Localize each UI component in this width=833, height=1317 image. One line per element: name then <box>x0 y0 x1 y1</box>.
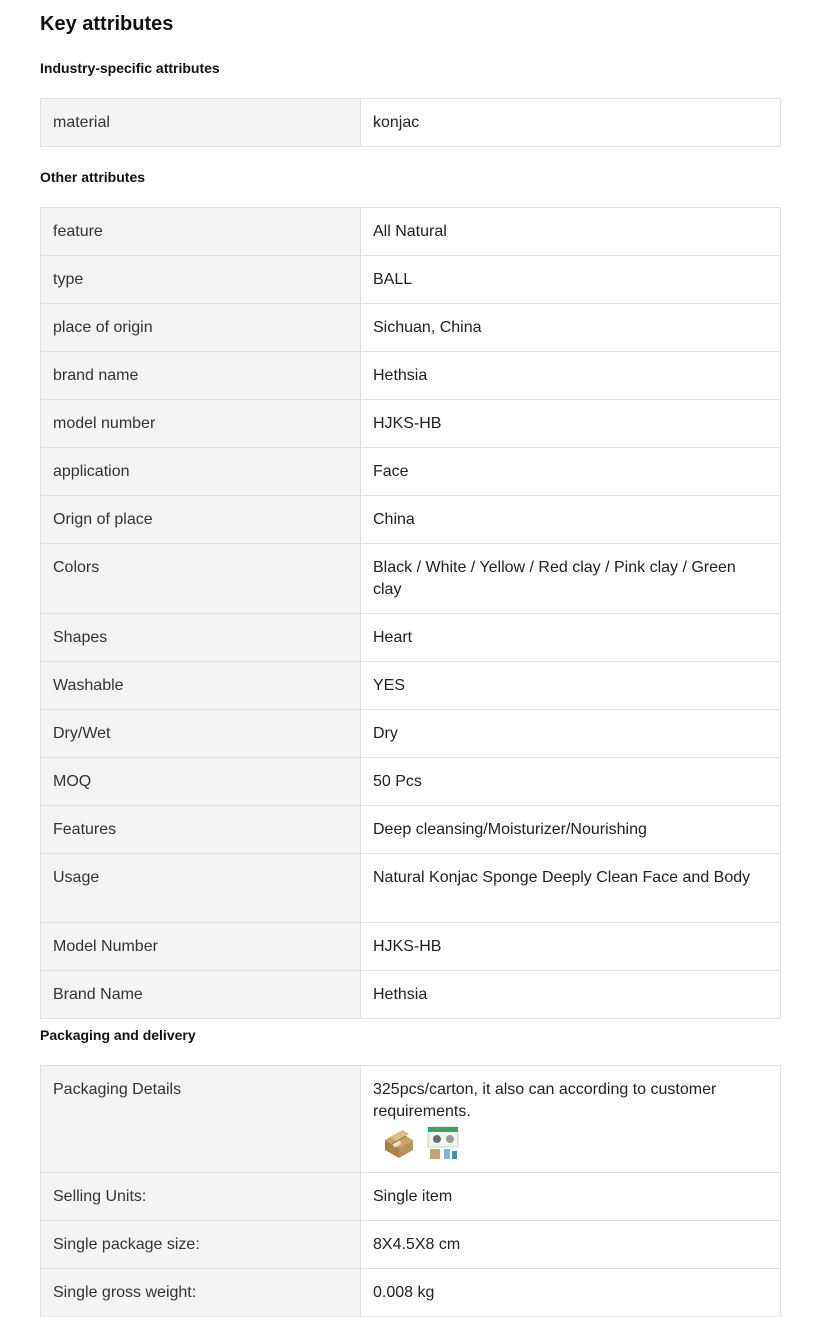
attribute-value: HJKS-HB <box>361 923 781 971</box>
page-title: Key attributes <box>40 13 174 35</box>
attribute-value: BALL <box>361 256 781 304</box>
table-row <box>41 614 781 662</box>
attribute-value: 0.008 kg <box>361 1269 781 1317</box>
table-row <box>41 1269 781 1317</box>
attribute-key: type <box>41 256 361 304</box>
attribute-key: Colors <box>41 544 361 614</box>
attribute-value: Face <box>361 448 781 496</box>
attribute-value: YES <box>361 662 781 710</box>
industry-attributes-table <box>40 98 781 147</box>
attribute-key: Single package size: <box>41 1221 361 1269</box>
attribute-key: Orign of place <box>41 496 361 544</box>
attribute-value: Heart <box>361 614 781 662</box>
attribute-value: All Natural <box>361 208 781 256</box>
table-row <box>41 352 781 400</box>
attribute-key: Shapes <box>41 614 361 662</box>
table-row <box>41 448 781 496</box>
attribute-key: place of origin <box>41 304 361 352</box>
industry-attributes-heading: Industry-specific attributes <box>40 60 220 76</box>
attribute-key: Brand Name <box>41 971 361 1019</box>
attribute-value: Black / White / Yellow / Red clay / Pink clay / Green clay <box>361 544 781 614</box>
attribute-value: Sichuan, China <box>361 304 781 352</box>
attribute-key: Features <box>41 806 361 854</box>
attribute-key: feature <box>41 208 361 256</box>
attribute-value: Hethsia <box>361 352 781 400</box>
table-row <box>41 99 781 147</box>
attribute-key: Packaging Details <box>41 1066 361 1173</box>
table-row <box>41 758 781 806</box>
table-row <box>41 806 781 854</box>
packaging-delivery-heading: Packaging and delivery <box>40 1027 196 1043</box>
table-row <box>41 400 781 448</box>
table-row <box>41 710 781 758</box>
attribute-key: Single gross weight: <box>41 1269 361 1317</box>
table-row <box>41 1066 781 1173</box>
attribute-key: Dry/Wet <box>41 710 361 758</box>
attribute-value: Single item <box>361 1173 781 1221</box>
packaging-thumbnails <box>373 1126 768 1160</box>
table-row <box>41 1173 781 1221</box>
table-row <box>41 544 781 614</box>
attribute-value: China <box>361 496 781 544</box>
attribute-value: Dry <box>361 710 781 758</box>
attribute-key: Washable <box>41 662 361 710</box>
other-attributes-heading: Other attributes <box>40 169 146 185</box>
attribute-value: 325pcs/carton, it also can according to customer requirements. <box>373 1081 717 1120</box>
attribute-value: HJKS-HB <box>361 400 781 448</box>
attribute-key: Usage <box>41 854 361 923</box>
attribute-key: model number <box>41 400 361 448</box>
table-row <box>41 971 781 1019</box>
table-row <box>41 256 781 304</box>
attribute-key: application <box>41 448 361 496</box>
attribute-value-cell <box>361 1066 781 1173</box>
attribute-value: Deep cleansing/Moisturizer/Nourishing <box>361 806 781 854</box>
table-row <box>41 304 781 352</box>
attribute-key: Selling Units: <box>41 1173 361 1221</box>
table-row <box>41 854 781 923</box>
attribute-value: 8X4.5X8 cm <box>361 1221 781 1269</box>
attribute-value: konjac <box>361 99 781 147</box>
attribute-key: material <box>41 99 361 147</box>
attribute-key: MOQ <box>41 758 361 806</box>
table-row <box>41 662 781 710</box>
attribute-key: brand name <box>41 352 361 400</box>
table-row <box>41 496 781 544</box>
packaging-delivery-table <box>40 1065 781 1317</box>
table-row <box>41 923 781 971</box>
attribute-value: Hethsia <box>361 971 781 1019</box>
table-row <box>41 208 781 256</box>
product-package-thumbnail[interactable] <box>425 1126 461 1160</box>
attribute-value: 50 Pcs <box>361 758 781 806</box>
attribute-key: Model Number <box>41 923 361 971</box>
other-attributes-table <box>40 207 781 1019</box>
table-row <box>41 1221 781 1269</box>
carton-box-thumbnail[interactable] <box>381 1126 417 1160</box>
attribute-value: Natural Konjac Sponge Deeply Clean Face and Body <box>361 854 781 923</box>
